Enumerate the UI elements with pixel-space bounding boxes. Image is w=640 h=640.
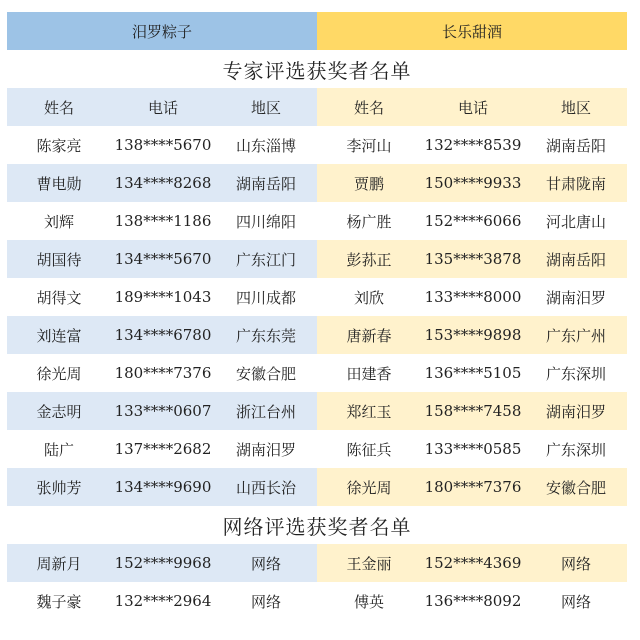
left-entry <box>7 544 317 582</box>
region-cell: 浙江台州 <box>235 402 296 421</box>
award-list <box>7 12 627 620</box>
region-cell: 河北唐山 <box>545 212 606 231</box>
phone-cell: 138****1186 <box>114 212 212 230</box>
name-cell: 徐光周 <box>36 364 82 383</box>
region-cell: 广东东莞 <box>235 326 296 345</box>
region-cell: 四川绵阳 <box>235 212 296 231</box>
table-row <box>7 468 627 506</box>
table-row <box>7 544 627 582</box>
name-cell: 周新月 <box>36 554 82 573</box>
network-section-title: 网络评选获奖者名单 <box>222 514 412 539</box>
category-header <box>7 12 627 50</box>
header-region: 地区 <box>560 98 591 117</box>
left-entry <box>7 430 317 468</box>
left-entry <box>7 582 317 620</box>
category-left: 汨罗粽子 <box>7 12 317 50</box>
left-entry <box>7 468 317 506</box>
phone-cell: 133****0585 <box>424 440 522 458</box>
phone-cell: 132****2964 <box>114 592 212 610</box>
phone-cell: 189****1043 <box>114 288 212 306</box>
left-entry <box>7 164 317 202</box>
table-row <box>7 126 627 164</box>
phone-cell: 180****7376 <box>114 364 212 382</box>
header-phone: 电话 <box>147 98 178 117</box>
name-cell: 傅英 <box>353 592 384 611</box>
phone-cell: 136****8092 <box>424 592 522 610</box>
phone-cell: 135****3878 <box>424 250 522 268</box>
table-row <box>7 430 627 468</box>
right-entry <box>317 468 627 506</box>
name-cell: 贾鹏 <box>353 174 384 193</box>
header-region: 地区 <box>250 98 281 117</box>
header-phone: 电话 <box>457 98 488 117</box>
phone-cell: 134****9690 <box>114 478 212 496</box>
region-cell: 网络 <box>560 592 591 611</box>
right-entry <box>317 278 627 316</box>
region-cell: 广东广州 <box>545 326 606 345</box>
name-cell: 唐新春 <box>346 326 392 345</box>
table-row <box>7 316 627 354</box>
right-header-group <box>317 88 627 126</box>
expert-table-body <box>7 126 627 506</box>
header-name: 姓名 <box>43 98 74 117</box>
left-header-group <box>7 88 317 126</box>
phone-cell: 180****7376 <box>424 478 522 496</box>
right-entry <box>317 164 627 202</box>
left-entry <box>7 126 317 164</box>
region-cell: 广东深圳 <box>545 440 606 459</box>
region-cell: 安徽合肥 <box>235 364 296 383</box>
category-right: 长乐甜酒 <box>317 12 627 50</box>
right-entry <box>317 544 627 582</box>
phone-cell: 158****7458 <box>424 402 522 420</box>
right-entry <box>317 430 627 468</box>
table-row <box>7 582 627 620</box>
network-table-body <box>7 544 627 620</box>
left-entry <box>7 202 317 240</box>
region-cell: 广东深圳 <box>545 364 606 383</box>
region-cell: 网络 <box>250 592 281 611</box>
name-cell: 徐光周 <box>346 478 392 497</box>
phone-cell: 134****6780 <box>114 326 212 344</box>
right-entry <box>317 316 627 354</box>
left-entry <box>7 278 317 316</box>
region-cell: 安徽合肥 <box>545 478 606 497</box>
region-cell: 湖南汨罗 <box>545 402 606 421</box>
region-cell: 网络 <box>250 554 281 573</box>
phone-cell: 136****5105 <box>424 364 522 382</box>
name-cell: 杨广胜 <box>346 212 392 231</box>
region-cell: 湖南岳阳 <box>235 174 296 193</box>
phone-cell: 132****8539 <box>424 136 522 154</box>
right-entry <box>317 240 627 278</box>
name-cell: 张帅芳 <box>36 478 82 497</box>
table-row <box>7 278 627 316</box>
name-cell: 彭荪正 <box>346 250 392 269</box>
region-cell: 四川成都 <box>235 288 296 307</box>
phone-cell: 137****2682 <box>114 440 212 458</box>
name-cell: 李河山 <box>346 136 392 155</box>
phone-cell: 134****8268 <box>114 174 212 192</box>
left-entry <box>7 240 317 278</box>
name-cell: 胡得文 <box>36 288 82 307</box>
right-entry <box>317 392 627 430</box>
name-cell: 陆广 <box>43 440 74 459</box>
right-entry <box>317 354 627 392</box>
name-cell: 金志明 <box>36 402 82 421</box>
name-cell: 胡国待 <box>36 250 82 269</box>
phone-cell: 134****5670 <box>114 250 212 268</box>
column-header-row <box>7 88 627 126</box>
name-cell: 曹电勋 <box>36 174 82 193</box>
region-cell: 湖南汨罗 <box>545 288 606 307</box>
phone-cell: 138****5670 <box>114 136 212 154</box>
name-cell: 魏子豪 <box>36 592 82 611</box>
region-cell: 湖南岳阳 <box>545 250 606 269</box>
name-cell: 刘辉 <box>43 212 74 231</box>
left-entry <box>7 354 317 392</box>
right-entry <box>317 126 627 164</box>
table-row <box>7 392 627 430</box>
name-cell: 田建香 <box>346 364 392 383</box>
table-row <box>7 240 627 278</box>
table-row <box>7 202 627 240</box>
phone-cell: 152****4369 <box>424 554 522 572</box>
region-cell: 广东江门 <box>235 250 296 269</box>
table-row <box>7 164 627 202</box>
region-cell: 甘肃陇南 <box>545 174 606 193</box>
region-cell: 网络 <box>560 554 591 573</box>
phone-cell: 152****6066 <box>424 212 522 230</box>
left-entry <box>7 392 317 430</box>
header-name: 姓名 <box>353 98 384 117</box>
name-cell: 王金丽 <box>346 554 392 573</box>
region-cell: 湖南岳阳 <box>545 136 606 155</box>
region-cell: 湖南汨罗 <box>235 440 296 459</box>
right-entry <box>317 582 627 620</box>
right-entry <box>317 202 627 240</box>
name-cell: 郑红玉 <box>346 402 392 421</box>
phone-cell: 150****9933 <box>424 174 522 192</box>
region-cell: 山东淄博 <box>235 136 296 155</box>
name-cell: 陈家亮 <box>36 136 82 155</box>
phone-cell: 152****9968 <box>114 554 212 572</box>
region-cell: 山西长治 <box>235 478 296 497</box>
name-cell: 陈征兵 <box>346 440 392 459</box>
name-cell: 刘连富 <box>36 326 82 345</box>
table-row <box>7 354 627 392</box>
phone-cell: 133****8000 <box>424 288 522 306</box>
left-entry <box>7 316 317 354</box>
phone-cell: 133****0607 <box>114 402 212 420</box>
name-cell: 刘欣 <box>353 288 384 307</box>
expert-section-title: 专家评选获奖者名单 <box>222 58 412 83</box>
phone-cell: 153****9898 <box>424 326 522 344</box>
